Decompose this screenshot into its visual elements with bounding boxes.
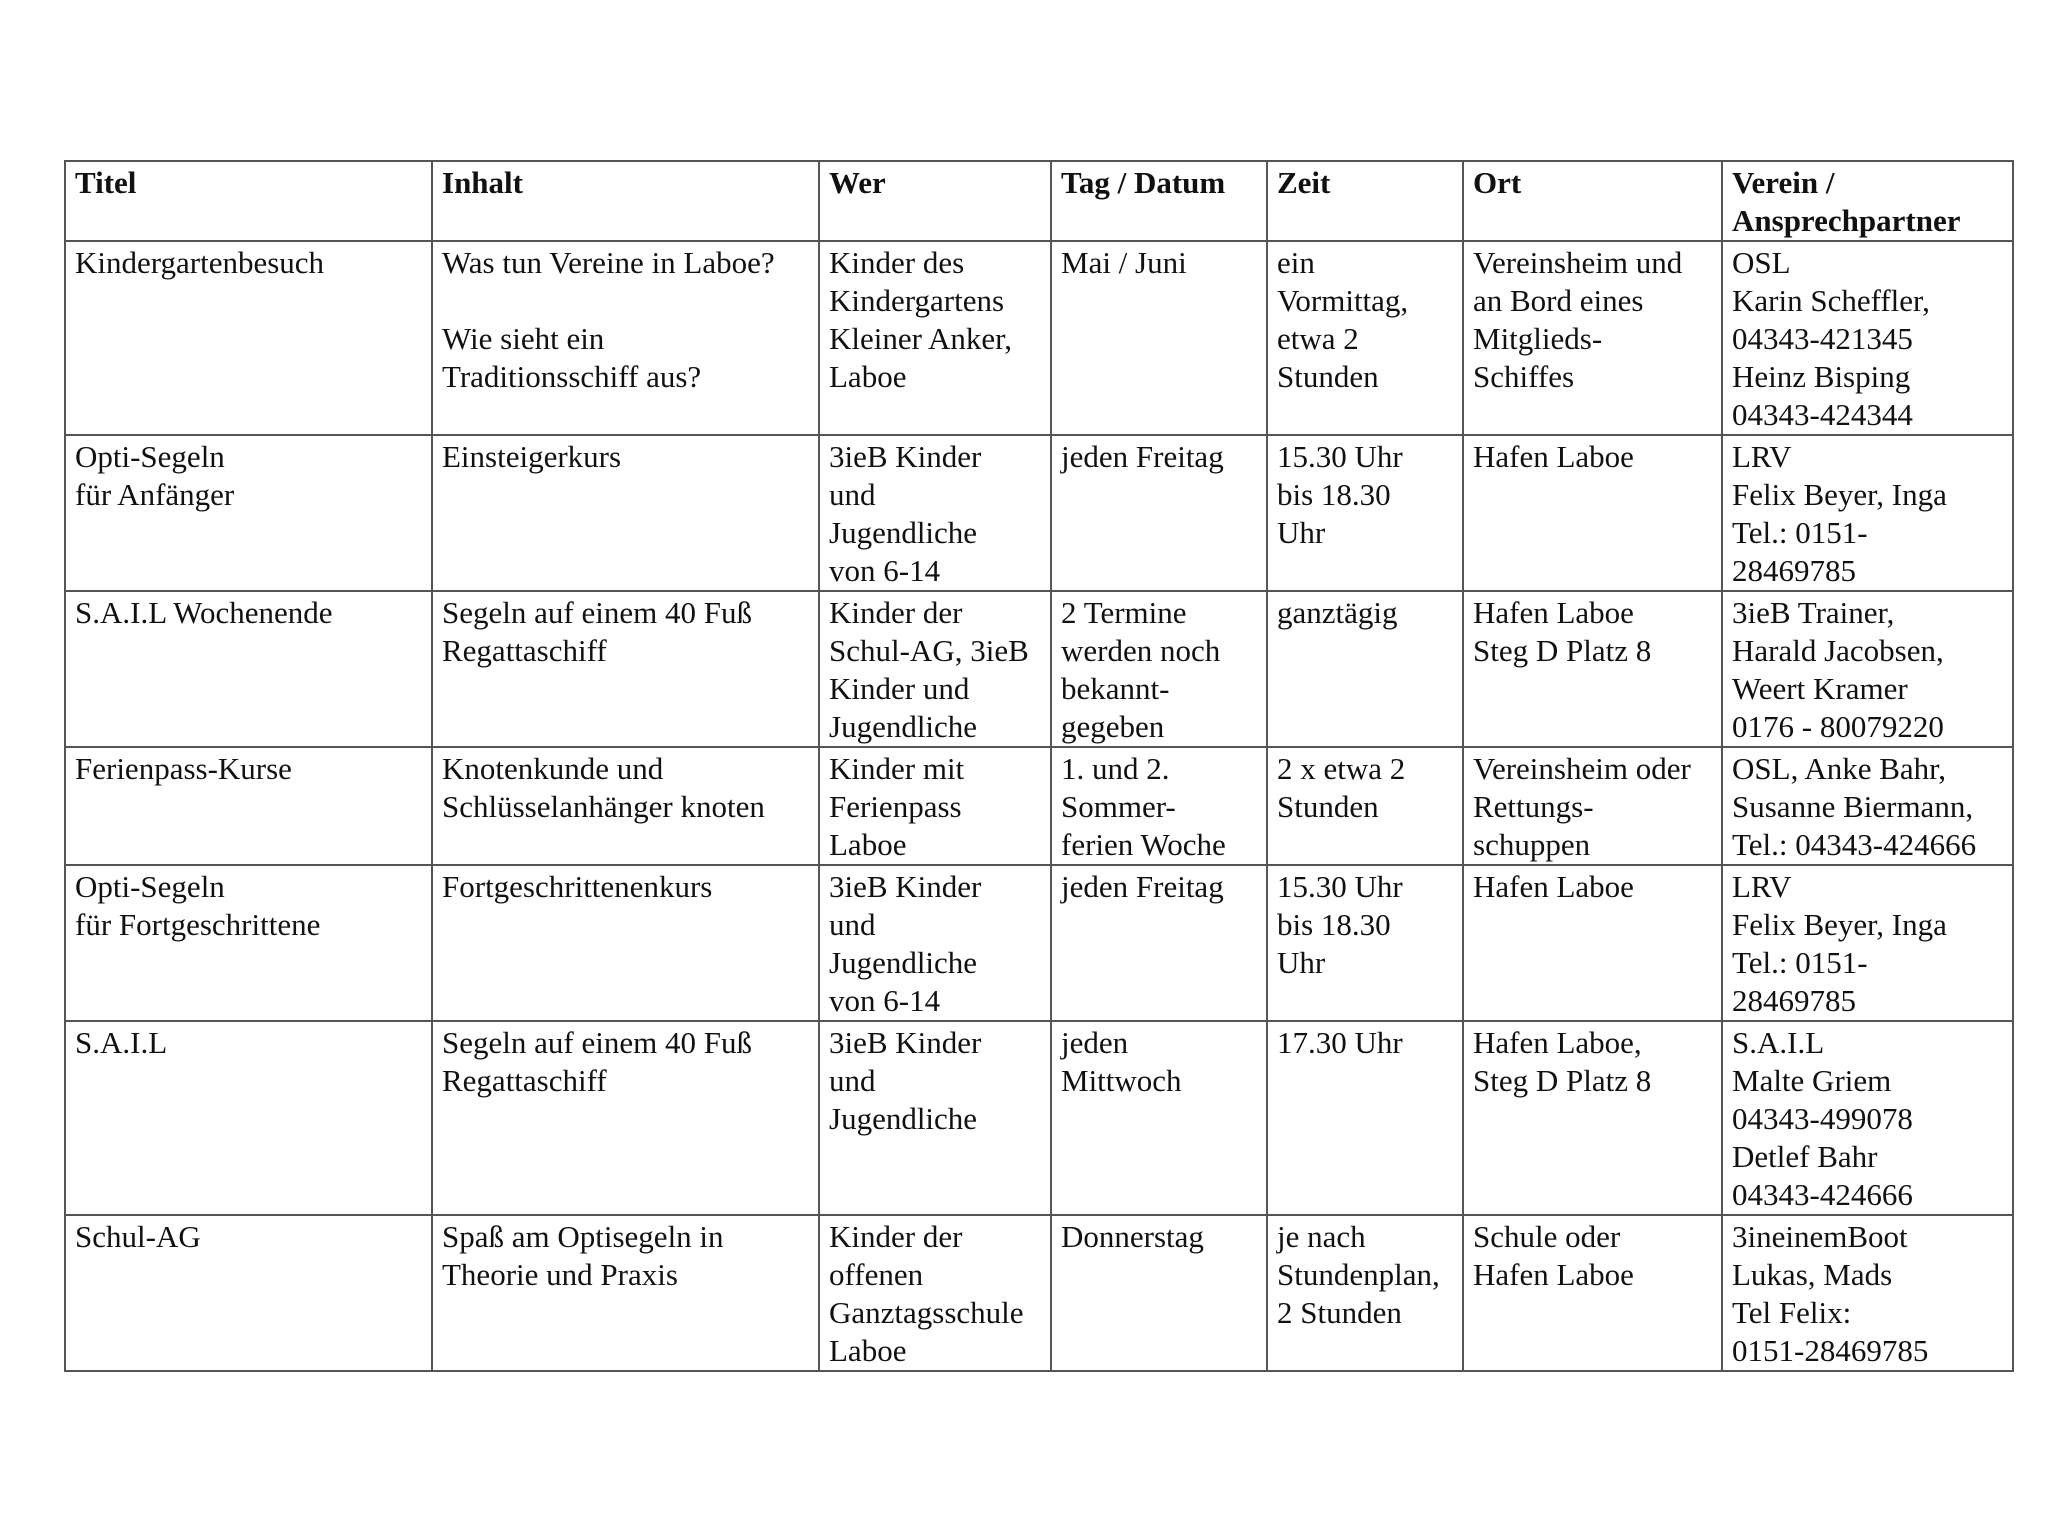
cell-wer: Kinder der Schul-AG, 3ieB Kinder und Jugendliche [819, 591, 1051, 747]
cell-ort: Vereinsheim und an Bord eines Mitglieds- Schiffes [1463, 241, 1722, 435]
table-row [65, 1215, 2013, 1371]
table-row [65, 591, 2013, 747]
cell-ort: Hafen Laboe [1463, 865, 1722, 1021]
table-row [65, 1021, 2013, 1215]
header-zeit: Zeit [1267, 161, 1463, 241]
table-row [65, 241, 2013, 435]
cell-inhalt: Einsteigerkurs [432, 435, 819, 591]
cell-tag-datum: jeden Mittwoch [1051, 1021, 1267, 1215]
cell-zeit: ganztägig [1267, 591, 1463, 747]
cell-wer: 3ieB Kinder und Jugendliche von 6-14 [819, 435, 1051, 591]
cell-titel: Opti-Segeln für Fortgeschrittene [65, 865, 432, 1021]
cell-titel: Kindergartenbesuch [65, 241, 432, 435]
cell-titel: Ferienpass-Kurse [65, 747, 432, 865]
cell-zeit: 15.30 Uhr bis 18.30 Uhr [1267, 435, 1463, 591]
cell-zeit: ein Vormittag, etwa 2 Stunden [1267, 241, 1463, 435]
cell-ort: Hafen Laboe [1463, 435, 1722, 591]
cell-verein: OSL Karin Scheffler, 04343-421345 Heinz Bisping 04343-424344 [1722, 241, 2013, 435]
cell-inhalt-line: Wie sieht ein Traditionsschiff aus? [442, 321, 702, 394]
table-row [65, 747, 2013, 865]
cell-wer: Kinder der offenen Ganztagsschule Laboe [819, 1215, 1051, 1371]
header-wer: Wer [819, 161, 1051, 241]
cell-inhalt-line: Was tun Vereine in Laboe? [442, 245, 775, 280]
cell-ort: Hafen Laboe Steg D Platz 8 [1463, 591, 1722, 747]
cell-tag-datum: 1. und 2. Sommer- ferien Woche [1051, 747, 1267, 865]
header-ort: Ort [1463, 161, 1722, 241]
header-inhalt: Inhalt [432, 161, 819, 241]
table-row [65, 435, 2013, 591]
cell-tag-datum: Donnerstag [1051, 1215, 1267, 1371]
table-header-row [65, 161, 2013, 241]
cell-ort: Hafen Laboe, Steg D Platz 8 [1463, 1021, 1722, 1215]
cell-ort: Schule oder Hafen Laboe [1463, 1215, 1722, 1371]
table-row [65, 865, 2013, 1021]
cell-wer: 3ieB Kinder und Jugendliche von 6-14 [819, 865, 1051, 1021]
cell-ort: Vereinsheim oder Rettungs- schuppen [1463, 747, 1722, 865]
header-verein-ansprechpartner: Verein / Ansprechpartner [1722, 161, 2013, 241]
cell-tag-datum: jeden Freitag [1051, 435, 1267, 591]
cell-verein: 3ineinemBoot Lukas, Mads Tel Felix: 0151-28469785 [1722, 1215, 2013, 1371]
cell-inhalt: Knotenkunde und Schlüsselanhänger knoten [432, 747, 819, 865]
cell-zeit: je nach Stundenplan, 2 Stunden [1267, 1215, 1463, 1371]
cell-zeit: 15.30 Uhr bis 18.30 Uhr [1267, 865, 1463, 1021]
cell-verein: LRV Felix Beyer, Inga Tel.: 0151- 28469785 [1722, 865, 2013, 1021]
cell-verein: S.A.I.L Malte Griem 04343-499078 Detlef Bahr 04343-424666 [1722, 1021, 2013, 1215]
cell-inhalt [432, 241, 819, 435]
paragraph-gap [442, 282, 811, 320]
cell-inhalt: Segeln auf einem 40 Fuß Regattaschiff [432, 591, 819, 747]
cell-inhalt: Fortgeschrittenenkurs [432, 865, 819, 1021]
cell-wer: Kinder des Kindergartens Kleiner Anker, Laboe [819, 241, 1051, 435]
cell-wer: 3ieB Kinder und Jugendliche [819, 1021, 1051, 1215]
header-titel: Titel [65, 161, 432, 241]
cell-inhalt: Segeln auf einem 40 Fuß Regattaschiff [432, 1021, 819, 1215]
cell-titel: S.A.I.L [65, 1021, 432, 1215]
cell-tag-datum: Mai / Juni [1051, 241, 1267, 435]
activity-schedule-table [64, 160, 2014, 1372]
header-tag-datum: Tag / Datum [1051, 161, 1267, 241]
cell-titel: Opti-Segeln für Anfänger [65, 435, 432, 591]
cell-verein: LRV Felix Beyer, Inga Tel.: 0151- 28469785 [1722, 435, 2013, 591]
cell-tag-datum: jeden Freitag [1051, 865, 1267, 1021]
cell-titel: Schul-AG [65, 1215, 432, 1371]
cell-titel: S.A.I.L Wochenende [65, 591, 432, 747]
cell-verein: 3ieB Trainer, Harald Jacobsen, Weert Kramer 0176 - 80079220 [1722, 591, 2013, 747]
cell-zeit: 17.30 Uhr [1267, 1021, 1463, 1215]
cell-wer: Kinder mit Ferienpass Laboe [819, 747, 1051, 865]
cell-inhalt: Spaß am Optisegeln in Theorie und Praxis [432, 1215, 819, 1371]
cell-tag-datum: 2 Termine werden noch bekannt- gegeben [1051, 591, 1267, 747]
cell-zeit: 2 x etwa 2 Stunden [1267, 747, 1463, 865]
cell-verein: OSL, Anke Bahr, Susanne Biermann, Tel.: 04343-424666 [1722, 747, 2013, 865]
